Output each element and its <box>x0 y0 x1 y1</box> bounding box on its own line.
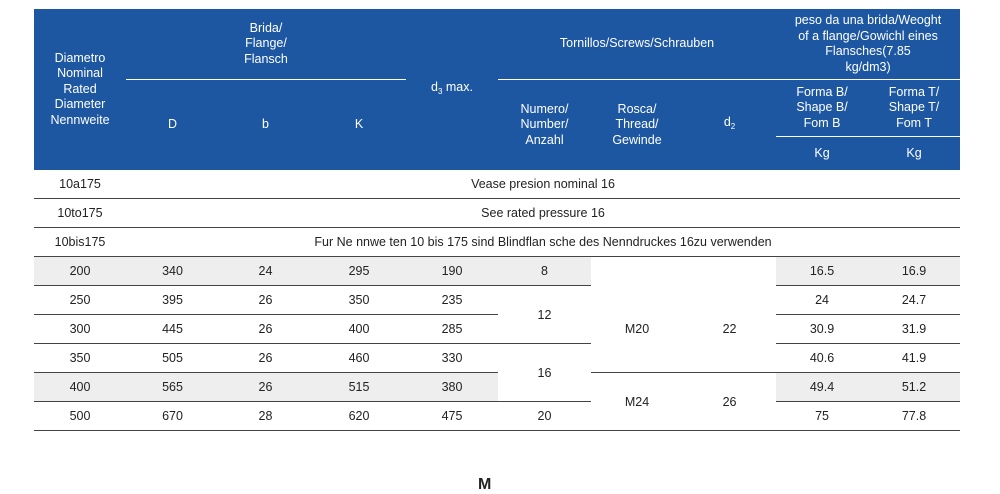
cell-screw-count: 12 <box>498 286 591 344</box>
cell-weight-t: 41.9 <box>868 344 960 373</box>
header-kg-b: Kg <box>776 137 868 171</box>
header-screws: Tornillos/Screws/Schrauben <box>498 9 776 80</box>
header-kg-t: Kg <box>868 137 960 171</box>
cell-dn: 350 <box>34 344 126 373</box>
table-row <box>34 286 960 315</box>
cell-dn: 500 <box>34 402 126 431</box>
cell-weight-t: 51.2 <box>868 373 960 402</box>
cell-weight-b: 16.5 <box>776 257 868 286</box>
cell-dn: 250 <box>34 286 126 315</box>
note-dn: 10a175 <box>34 170 126 199</box>
cell-d2: 22 <box>722 321 737 336</box>
cell-d3: 475 <box>406 402 498 431</box>
table-row <box>34 315 960 344</box>
header-D: D <box>126 80 219 171</box>
cell-d3: 190 <box>406 257 498 286</box>
header-K: K <box>312 80 406 171</box>
cell-K: 400 <box>312 315 406 344</box>
cell-d2: 26 <box>683 373 776 431</box>
cell-d3: 380 <box>406 373 498 402</box>
table-row <box>34 344 960 373</box>
header-flange: Brida/ Flange/ Flansch <box>126 9 406 80</box>
cell-d3: 285 <box>406 315 498 344</box>
page-footer-mark: M <box>478 476 492 493</box>
header-d3-max: $d_3$ max. <box>406 9 498 170</box>
note-dn: 10to175 <box>34 199 126 228</box>
cell-K: 620 <box>312 402 406 431</box>
cell-K: 515 <box>312 373 406 402</box>
header-shape-t: Forma T/ Shape T/ Fom T <box>868 80 960 137</box>
cell-dn: 400 <box>34 373 126 402</box>
note-text: Vease presion nominal 16 <box>126 170 960 199</box>
cell-weight-b: 30.9 <box>776 315 868 344</box>
cell-weight-b: 49.4 <box>776 373 868 402</box>
cell-D: 340 <box>126 257 219 286</box>
cell-b: 28 <box>219 402 312 431</box>
cell-weight-b: 75 <box>776 402 868 431</box>
flange-spec-table <box>34 9 960 431</box>
note-text: See rated pressure 16 <box>126 199 960 228</box>
table-row <box>34 373 960 402</box>
cell-D: 505 <box>126 344 219 373</box>
cell-D: 445 <box>126 315 219 344</box>
header-screw-number: Numero/ Number/ Anzahl <box>498 80 591 171</box>
cell-screw-count: 20 <box>498 402 591 431</box>
cell-b: 26 <box>219 286 312 315</box>
cell-weight-b: 24 <box>776 286 868 315</box>
cell-d2 <box>683 257 776 286</box>
header-shape-b: Forma B/ Shape B/ Fom B <box>776 80 868 137</box>
cell-weight-t: 16.9 <box>868 257 960 286</box>
cell-thread: M20 <box>624 321 650 336</box>
cell-b: 26 <box>219 344 312 373</box>
header-d2: $d_2$ <box>683 80 776 171</box>
cell-thread: M24 <box>591 373 683 431</box>
note-dn: 10bis175 <box>34 228 126 257</box>
cell-dn: 200 <box>34 257 126 286</box>
note-row <box>34 170 960 199</box>
cell-b: 24 <box>219 257 312 286</box>
table-header <box>34 9 960 170</box>
cell-D: 670 <box>126 402 219 431</box>
cell-dn: 300 <box>34 315 126 344</box>
cell-b: 26 <box>219 373 312 402</box>
table-row <box>34 402 960 431</box>
table-body <box>34 170 960 431</box>
header-b: b <box>219 80 312 171</box>
cell-weight-t: 77.8 <box>868 402 960 431</box>
cell-d3: 330 <box>406 344 498 373</box>
cell-screw-count: 8 <box>498 257 591 286</box>
cell-D: 395 <box>126 286 219 315</box>
cell-weight-b: 40.6 <box>776 344 868 373</box>
cell-weight-t: 24.7 <box>868 286 960 315</box>
cell-D: 565 <box>126 373 219 402</box>
cell-K: 460 <box>312 344 406 373</box>
header-nominal-diameter: Diametro Nominal Rated Diameter Nennweite <box>34 9 126 170</box>
cell-b: 26 <box>219 315 312 344</box>
note-row <box>34 228 960 257</box>
header-flange-weight: peso da una brida/Weoght of a flange/Gowichl eines Flansches(7.85 kg/dm3) <box>776 9 960 80</box>
header-screw-thread: Rosca/ Thread/ Gewinde <box>591 80 683 171</box>
cell-screw-count: 16 <box>498 344 591 402</box>
cell-d3: 235 <box>406 286 498 315</box>
cell-weight-t: 31.9 <box>868 315 960 344</box>
cell-thread <box>591 257 683 286</box>
table-row <box>34 257 960 286</box>
note-text: Fur Ne nnwe ten 10 bis 175 sind Blindflan sche des Nenndruckes 16zu verwenden <box>126 228 960 257</box>
cell-K: 295 <box>312 257 406 286</box>
note-row <box>34 199 960 228</box>
cell-K: 350 <box>312 286 406 315</box>
